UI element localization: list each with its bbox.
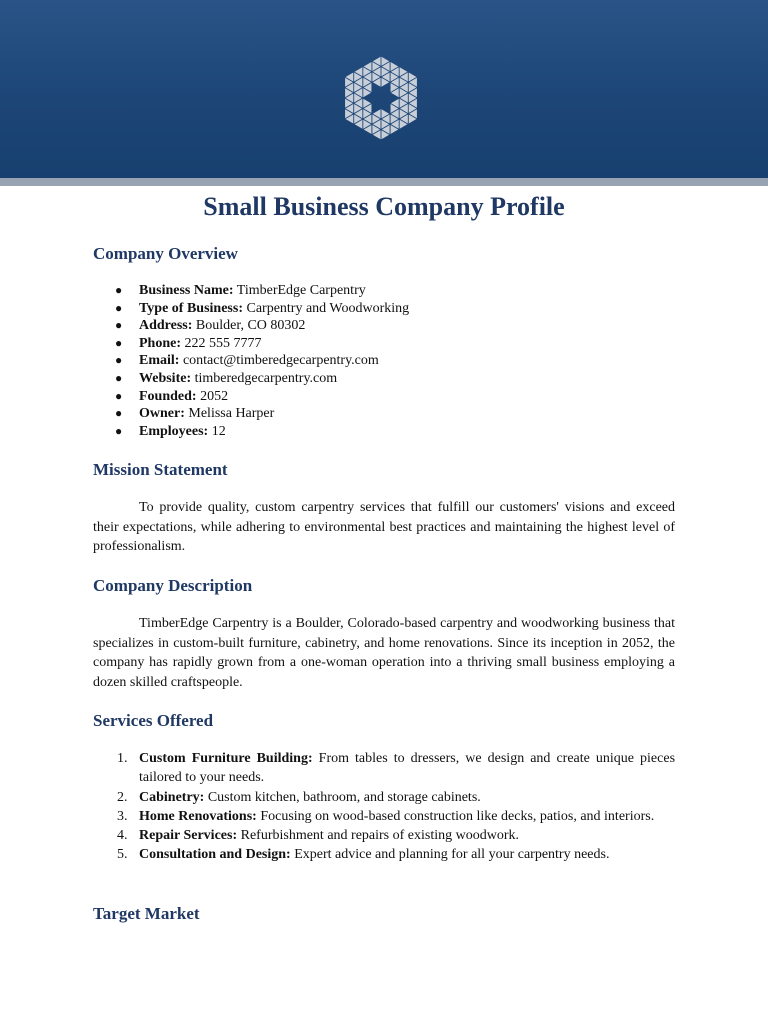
service-text: From tables to dressers, we design and create unique pieces tailored to your needs. [139, 751, 676, 786]
service-text: Refurbishment and repairs of existing woodwork. [240, 828, 519, 844]
list-item [93, 423, 675, 441]
bullet-icon: ● [115, 318, 123, 333]
bullet-icon: ● [115, 423, 123, 438]
bullet-icon: ● [115, 406, 123, 421]
company-description-paragraph: TimberEdge Carpentry is a Boulder, Colorado-based carpentry and woodworking business that specializes in custom-built furniture, cabinetry, and home renovations. Since its inception in 2052, the company has rapidly grown from a one-woman operation into a thriving small business employing a dozen skilled craftspeople. [93, 616, 675, 690]
website-link[interactable]: timberedgecarpentry.com [191, 370, 338, 386]
bullet-icon: ● [115, 335, 123, 350]
field-label: Founded: [139, 388, 197, 404]
list-item [93, 282, 675, 300]
bullet-icon: ● [115, 388, 123, 403]
section-heading-target-market: Target Market [93, 904, 200, 923]
field-value: TimberEdge Carpentry [236, 283, 366, 298]
field-label: Owner: [139, 406, 185, 422]
field-label: Address: [139, 318, 193, 334]
list-item [93, 788, 675, 807]
service-label: Custom Furniture Building: [139, 751, 313, 766]
page-title: Small Business Company Profile [203, 192, 565, 221]
list-item [93, 300, 675, 318]
list-item [93, 335, 675, 353]
field-label: Type of Business: [139, 300, 243, 316]
service-label: Consultation and Design: [139, 847, 291, 863]
list-item [93, 405, 675, 423]
service-label: Cabinetry: [139, 789, 205, 805]
list-item [93, 826, 675, 845]
field-label: Phone: [139, 335, 181, 351]
bullet-icon: ● [115, 283, 123, 297]
service-text: Expert advice and planning for all your carpentry needs. [294, 847, 610, 863]
list-item [93, 388, 675, 406]
list-item [93, 352, 675, 370]
field-label: Employees: [139, 423, 209, 439]
bullet-icon: ● [115, 370, 123, 385]
list-item [93, 807, 675, 826]
field-value: 222 555 7777 [184, 335, 262, 351]
hexagon-triangle-grid-icon [338, 54, 424, 142]
service-label: Repair Services: [139, 828, 238, 844]
service-text: Focusing on wood-based construction like decks, patios, and interiors. [260, 808, 655, 824]
company-overview-list [93, 282, 675, 440]
services-list [93, 749, 675, 865]
list-item [93, 317, 675, 335]
field-label: Email: [139, 353, 180, 369]
header-divider-stripe [0, 178, 768, 186]
bullet-icon: ● [115, 300, 123, 315]
list-item [93, 749, 675, 788]
field-value: Carpentry and Woodworking [246, 300, 410, 316]
email-link[interactable]: contact@timberedgecarpentry.com [182, 353, 379, 369]
section-heading-services-offered: Services Offered [93, 711, 214, 730]
list-item [93, 845, 675, 864]
field-value: Melissa Harper [188, 406, 275, 422]
section-heading-company-overview: Company Overview [93, 244, 238, 263]
item-number: 1. [117, 751, 128, 766]
item-number: 2. [117, 789, 128, 805]
list-item [93, 370, 675, 388]
service-text: Custom kitchen, bathroom, and storage cabinets. [207, 789, 481, 805]
field-label: Business Name: [139, 283, 234, 298]
field-label: Website: [139, 370, 192, 386]
item-number: 5. [117, 847, 128, 863]
field-value: 12 [211, 423, 226, 439]
section-heading-mission-statement: Mission Statement [93, 460, 228, 479]
field-value: 2052 [200, 388, 229, 404]
section-heading-company-description: Company Description [93, 576, 253, 595]
service-label: Home Renovations: [139, 808, 257, 824]
bullet-icon: ● [115, 353, 123, 368]
field-value: Boulder, CO 80302 [195, 318, 306, 334]
item-number: 3. [117, 808, 128, 824]
mission-statement-paragraph: To provide quality, custom carpentry services that fulfill our customers' visions and exceed their expectations, while adhering to environmental best practices and maintaining the highest level of professionalism. [93, 500, 675, 554]
item-number: 4. [117, 828, 128, 844]
